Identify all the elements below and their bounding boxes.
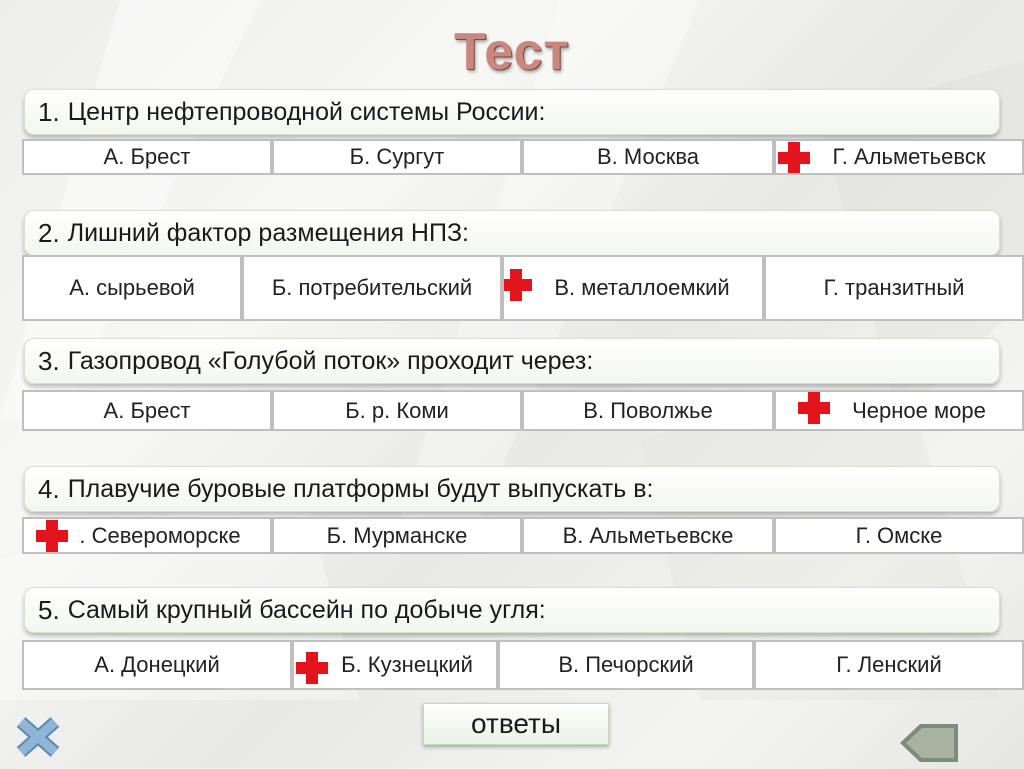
red-cross-icon	[502, 269, 532, 301]
answer-option-1c[interactable]: В. Москва	[522, 139, 774, 175]
question-number: 2.	[38, 217, 60, 248]
answer-option-2d[interactable]: Г. транзитный	[764, 255, 1024, 321]
answer-option-4a[interactable]: . Североморске	[22, 517, 272, 554]
question-1	[24, 89, 1000, 135]
answer-row-4	[22, 517, 1024, 554]
question-text: Газопровод «Голубой поток» проходит через:	[67, 346, 594, 375]
question-number: 1.	[38, 96, 60, 127]
answers-button[interactable]: ответы	[423, 703, 609, 745]
answer-option-4b[interactable]: Б. Мурманске	[272, 517, 522, 554]
answer-option-2b[interactable]: Б. потребительский	[242, 255, 502, 321]
question-5	[24, 587, 1000, 633]
answer-option-4c[interactable]: В. Альметьевске	[522, 517, 774, 554]
question-3	[24, 338, 1000, 384]
red-cross-icon	[798, 392, 830, 424]
answer-option-5b[interactable]: Б. Кузнецкий	[292, 640, 498, 690]
red-cross-icon	[36, 520, 68, 552]
red-cross-icon	[296, 652, 328, 684]
answer-option-5c[interactable]: В. Печорский	[498, 640, 754, 690]
answer-option-3a[interactable]: А. Брест	[22, 390, 272, 431]
answer-row-1	[22, 139, 1024, 175]
question-2	[24, 210, 1000, 256]
answer-option-1d[interactable]: Г. Альметьевск	[774, 139, 1024, 175]
red-cross-icon	[778, 142, 810, 174]
question-number: 3.	[38, 345, 60, 376]
answer-row-3	[22, 390, 1024, 431]
question-4	[24, 466, 1000, 512]
question-text: Центр нефтепроводной системы России:	[67, 97, 546, 126]
answer-option-2a[interactable]: А. сырьевой	[22, 255, 242, 321]
question-number: 5.	[38, 594, 60, 625]
back-arrow-icon[interactable]	[896, 722, 960, 764]
answer-option-1b[interactable]: Б. Сургут	[272, 139, 522, 175]
question-text: Самый крупный бассейн по добыче угля:	[67, 595, 546, 624]
answer-option-1a[interactable]: А. Брест	[22, 139, 272, 175]
answer-option-4d[interactable]: Г. Омске	[774, 517, 1024, 554]
answer-row-5	[22, 640, 1024, 690]
page-title: Тест	[454, 23, 570, 81]
answer-option-5d[interactable]: Г. Ленский	[754, 640, 1024, 690]
answer-option-3b[interactable]: Б. р. Коми	[272, 390, 522, 431]
answer-option-5a[interactable]: А. Донецкий	[22, 640, 292, 690]
close-x-icon[interactable]	[12, 714, 64, 760]
answer-row-2	[22, 255, 1024, 321]
answer-option-2c[interactable]: В. металлоемкий	[502, 255, 764, 321]
question-number: 4.	[38, 473, 60, 504]
answer-option-3d[interactable]: Черное море	[774, 390, 1024, 431]
question-text: Плавучие буровые платформы будут выпускать в:	[67, 474, 654, 503]
question-text: Лишний фактор размещения НПЗ:	[67, 218, 470, 247]
answer-option-3c[interactable]: В. Поволжье	[522, 390, 774, 431]
